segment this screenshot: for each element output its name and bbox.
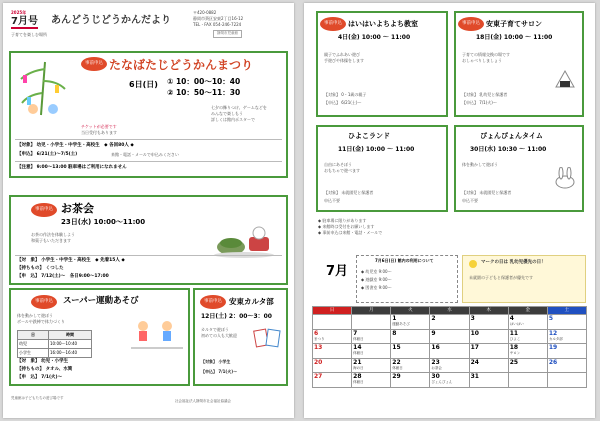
calendar-weekday: 木 [469, 307, 508, 315]
calendar-day [352, 315, 391, 330]
calendar-day: 26 [547, 358, 586, 373]
calendar-day: 10 [469, 329, 508, 344]
festival-date: 6日(日) [129, 80, 158, 89]
karuta-desc: 初めての人も大歓迎 [201, 333, 237, 338]
salon-target: 【対象】 乳幼児と保護者 [462, 92, 508, 97]
mark-note: 未就園の子どもと保護者が優先です [469, 275, 533, 280]
hihai-date: 4日(金) 10:00 ～ 11:00 [338, 34, 411, 41]
calendar-day: 11 ひよこ [508, 329, 547, 344]
usage-panel [356, 255, 458, 303]
sports-bring: 【持ちもの】 タオル、水筒 [17, 367, 73, 372]
calendar-day: 31 [469, 373, 508, 388]
calendar-day: 5 [547, 315, 586, 330]
calendar-day: 7 休館日 [352, 329, 391, 344]
calendar-day: 6 まつり [313, 329, 352, 344]
calendar-week [313, 315, 587, 330]
karuta-target: 【対象】 小学生 [201, 359, 231, 364]
tea-card [9, 195, 288, 285]
sports-title: スーパー運動あそび [63, 296, 139, 306]
karuta-cards-icon [253, 326, 283, 350]
mark-panel [462, 255, 586, 303]
tea-bring: 【持ちもの】 くつした [17, 266, 64, 271]
sports-desc: 体を動かして遊ぼう [17, 313, 53, 318]
rice-ball-icon [554, 69, 576, 89]
calendar-day: 22 休館日 [391, 358, 430, 373]
festival-desc: 七夕の飾りつけ、ゲームなどを [211, 105, 267, 110]
notice-text: ◆ 駐車場に限りがあります [318, 218, 367, 223]
festival-attention: 【注意】 9:00～13:00 駐車場はご利用になれません [17, 165, 127, 170]
hiyoko-title: ひよこランド [348, 132, 390, 140]
festival-desc: みんなで楽しもう [211, 111, 243, 116]
hiyoko-target: 【対象】 未就園児と保護者 [324, 190, 374, 195]
address-line: 静岡市葵区安東2丁目16-12 [193, 16, 244, 21]
calendar-day [508, 373, 547, 388]
festival-slot-2: ② 10：50～11：30 [167, 88, 241, 97]
calendar-day: 18 サロン [508, 344, 547, 359]
event-calendar [312, 306, 587, 388]
calendar-week [313, 329, 587, 344]
chick-icon [467, 259, 479, 269]
salon-desc: 子育ての情報交換の場です [462, 52, 510, 57]
karuta-badge: 事前申込 [200, 295, 226, 309]
salon-title: 安東子育てサロン [486, 20, 542, 28]
salon-desc: おしゃべりしましょう [462, 58, 502, 63]
calendar-weekday: 土 [547, 307, 586, 315]
sports-desc: ボールや鉄棒で体力づくり [17, 319, 65, 324]
calendar-weekday: 月 [352, 307, 391, 315]
karuta-title: 安東カルタ部 [229, 297, 274, 306]
calendar-day: 3 [469, 315, 508, 330]
footer-text: 児童館は子どもたちの遊び場です [11, 396, 64, 400]
calendar-day: 27 [313, 373, 352, 388]
newsletter-title: あんどうじどうかんだより [51, 15, 171, 26]
tea-apply: 【申 込】 7/12(土)～ 各日9:00～17:00 [17, 274, 109, 279]
festival-desc: 詳しくは館内ポスターで [211, 117, 255, 122]
pyon-desc: 体を動かして遊ぼう [462, 162, 498, 167]
festival-card [9, 51, 288, 178]
karuta-date: 12日(土) 2：00～3：00 [201, 313, 272, 320]
calendar-day: 1 運動あそび [391, 315, 430, 330]
tea-date: 23日(水) 10:00～11:00 [61, 218, 146, 226]
calendar-day: 12 カルタ部 [547, 329, 586, 344]
salon-card [454, 11, 584, 117]
hihai-desc: 親子でふれあい遊び [324, 52, 360, 57]
hiyoko-desc: 自由にあそぼう [324, 162, 352, 167]
hiyoko-card [316, 125, 448, 212]
calendar-day: 2 [430, 315, 469, 330]
intro-text: 子育てを楽しむ場所 [11, 32, 47, 37]
calendar-weekday: 金 [508, 307, 547, 315]
right-page [304, 3, 595, 418]
festival-note: 当日受付もあります [81, 130, 117, 135]
kids-running-icon [131, 318, 183, 352]
calendar-day [313, 315, 352, 330]
calendar-weekday: 水 [430, 307, 469, 315]
calendar-day: 25 [508, 358, 547, 373]
tea-set-icon [211, 219, 277, 259]
mark-title: マークの日は 乳幼児優先の日！ [481, 260, 546, 265]
pyon-apply: 申込不要 [462, 198, 478, 203]
hihai-badge: 事前申込 [320, 17, 346, 31]
calendar-day: 14 休館日 [352, 344, 391, 359]
calendar-weekday: 火 [391, 307, 430, 315]
address-tel: TEL・FAX 054-246-7224 [193, 22, 242, 27]
calendar-day: 19 [547, 344, 586, 359]
karuta-desc: カルタで遊ぼう [201, 327, 229, 332]
sports-target: 【対 象】 幼児・小学生 [17, 359, 69, 364]
calendar-weekday: 日 [313, 307, 352, 315]
hihai-apply: 【申込】 6/21(土)～ [324, 100, 362, 105]
salon-badge: 事前申込 [458, 17, 484, 31]
festival-target: 【対象】 幼児・小学生・中学生・高校生 ◆ 各回80人 ◆ [17, 143, 134, 148]
hihai-title: はいはいよちよち教室 [348, 20, 418, 28]
calendar-day: 16 [430, 344, 469, 359]
calendar-month: 7月 [326, 264, 349, 279]
hihai-desc: 手遊びや体操をします [324, 58, 364, 63]
hihai-target: 【対象】 0・1歳の親子 [324, 92, 367, 97]
calendar-day: 28 休館日 [352, 373, 391, 388]
sports-apply: 【申 込】 7/1(火)～ [17, 375, 63, 380]
usage-row: ◆ 遊戯室 9:00～ [361, 277, 392, 282]
pyon-target: 【対象】 未就園児と保護者 [462, 190, 512, 195]
festival-apply-note: 来館・電話・メールで申込みください [111, 152, 179, 157]
salon-apply: 【申込】 7/1(火)～ [462, 100, 497, 105]
festival-slot-1: ① 10：00～10：40 [167, 77, 241, 86]
festival-ticket-note: チケットが必要です [81, 124, 117, 129]
usage-title: 7月6日(日) 館内の利用について [375, 258, 434, 263]
calendar-day: 13 [313, 344, 352, 359]
calendar-day: 21 海の日 [352, 358, 391, 373]
karuta-card [193, 288, 288, 386]
calendar-day: 20 [313, 358, 352, 373]
calendar-week [313, 358, 587, 373]
calendar-day: 24 [469, 358, 508, 373]
calendar-day: 8 [391, 329, 430, 344]
tea-badge: 事前申込 [31, 203, 57, 217]
karuta-apply: 【申込】 7/1(火)～ [201, 369, 238, 374]
year-label: 2025年 [11, 10, 27, 15]
calendar-day: 17 [469, 344, 508, 359]
tea-desc: お茶の作法を体験しよう [31, 232, 75, 237]
usage-row: ◆ 図書室 9:00～ [361, 285, 392, 290]
calendar-day: 15 [391, 344, 430, 359]
sports-badge: 事前申込 [31, 295, 57, 309]
notice-text: ◆ 事前申込は来館・電話・メールで [318, 230, 383, 235]
calendar-day: 23 お茶会 [430, 358, 469, 373]
left-page [3, 3, 294, 418]
hiyoko-desc: おもちゃで遊べます [324, 168, 360, 173]
rabbit-icon [552, 167, 578, 189]
hiyoko-apply: 申込不要 [324, 198, 340, 203]
calendar-day: 29 [391, 373, 430, 388]
festival-apply: 【申込】 6/21(土)～7/5(土) [17, 152, 78, 157]
tanabata-bamboo-icon [15, 57, 71, 117]
tea-desc: 和菓子もいただきます [31, 238, 71, 243]
address-zip: 〒420-0882 [193, 10, 217, 15]
calendar-day: 9 [430, 329, 469, 344]
calendar-week [313, 344, 587, 359]
footer-org: 社会福祉法人静岡市社会福祉協議会 [175, 399, 231, 403]
hihai-card [316, 11, 448, 117]
month-label: 7月号 [11, 16, 38, 27]
calendar-day [547, 373, 586, 388]
festival-title: たなばたじどうかんまつり [109, 58, 254, 72]
calendar-week [313, 373, 587, 388]
usage-row: ◆ 幼児室 9:00～ [361, 269, 392, 274]
calendar-day: 30 ぴょんぴょん [430, 373, 469, 388]
pyon-title: ぴょんぴょんタイム [480, 132, 543, 140]
sports-schedule-table: 日 時間 幼児 10:00～10:40 小学生 16:00～16:40 [17, 330, 92, 358]
pyon-date: 30日(水) 10:30 ～ 11:00 [470, 146, 547, 153]
address-note: 静岡市児童館 [213, 30, 242, 38]
sports-card [9, 288, 190, 386]
calendar-day: 4 はいはい [508, 315, 547, 330]
pyon-card [454, 125, 584, 212]
salon-date: 18日(金) 10:00 ～ 11:00 [476, 34, 553, 41]
notice-text: ◆ 来館時は受付をお願いします [318, 224, 375, 229]
festival-badge: 事前申込 [81, 57, 107, 71]
tea-target: 【対 象】 小学生・中学生・高校生 ◆ 先着15人 ◆ [17, 258, 125, 263]
hiyoko-date: 11日(金) 10:00 ～ 11:00 [338, 146, 415, 153]
tea-title: お茶会 [61, 202, 94, 215]
